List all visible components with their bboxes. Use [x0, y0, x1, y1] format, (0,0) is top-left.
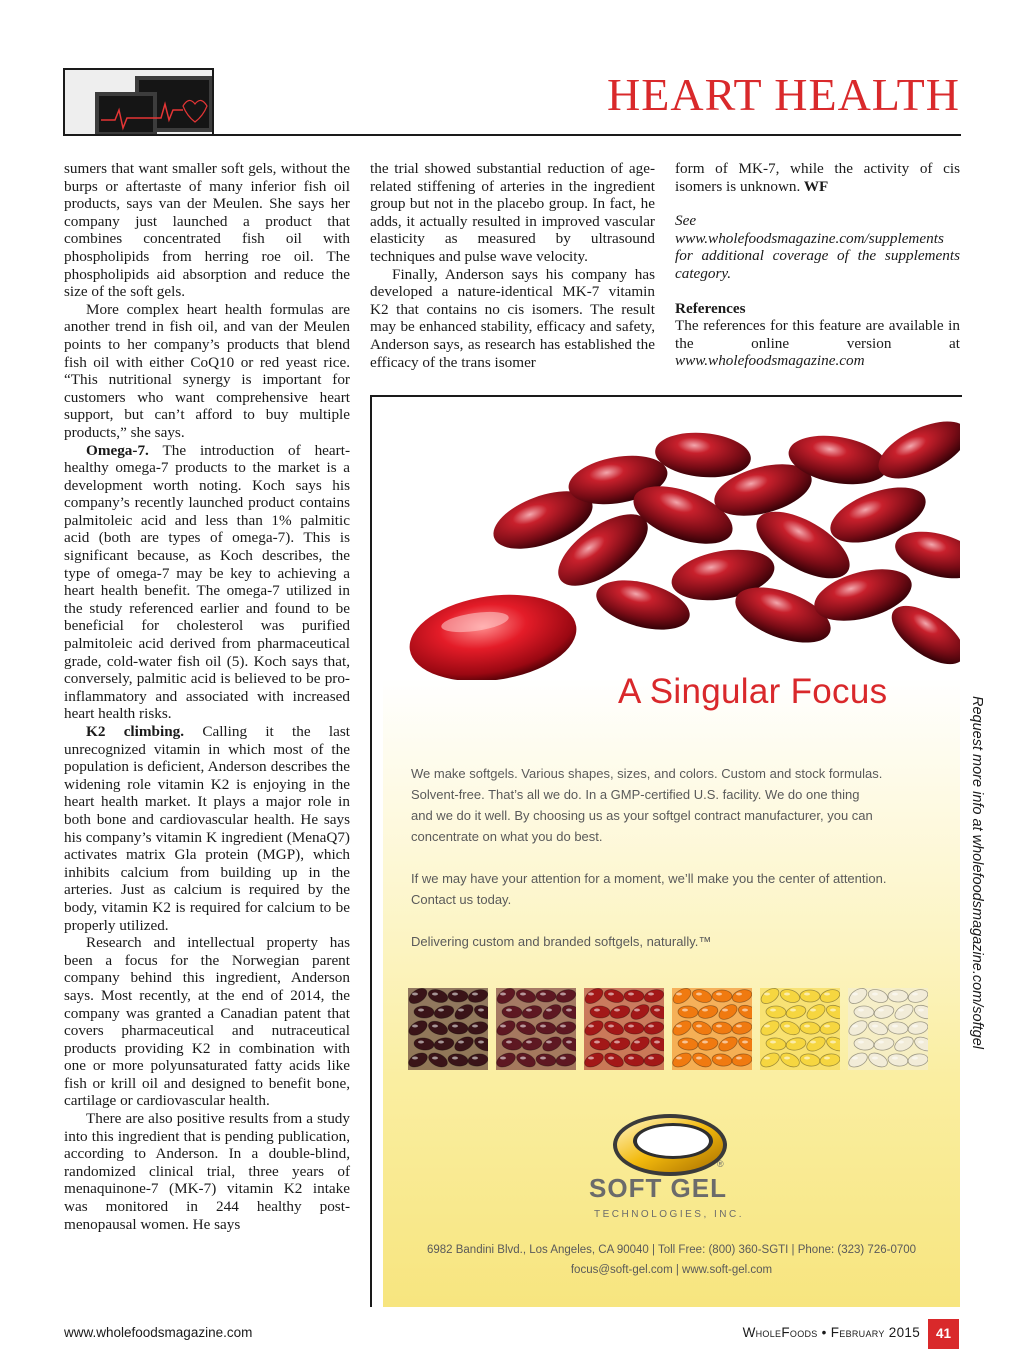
paragraph	[675, 160, 960, 195]
softgel-swatch-dark-brown	[408, 988, 488, 1070]
softgel-swatch-yellow	[760, 988, 840, 1070]
ad-headline: A Singular Focus	[618, 672, 888, 711]
ad-body-2	[411, 868, 931, 910]
paragraph	[64, 723, 350, 934]
softgel-swatch-orange	[672, 988, 752, 1070]
heart-monitor-icon	[65, 70, 214, 136]
ad-tagline: Delivering custom and branded softgels, naturally.™	[411, 934, 712, 949]
soft-gel-logo-icon	[610, 1110, 730, 1180]
section-title: HEART HEALTH	[607, 69, 960, 120]
softgel-advertisement[interactable]	[383, 410, 960, 1307]
subheading-omega-7: Omega-7.	[86, 441, 149, 459]
footer-website[interactable]: www.wholefoodsmagazine.com	[64, 1325, 253, 1340]
paragraph-text: Calling it the last unrecognized vitamin in which most of the population is deficient, Anderson describes the widening role vitamin K2 is enjoying in the heart health market. It plays a major role in both bone and cardiovascular health. He says his company’s vitamin K ingredient (MenaQ7) activates matrix Gla protein (MGP), which inhibits calcium from building up in the arteries. Just as calcium is required by the body, vitamin K2 is required for calcium to be properly utilized.	[64, 723, 350, 934]
paragraph-text: form of MK-7, while the activity of cis isomers is unknown.	[675, 160, 960, 195]
ad-border-top	[370, 395, 962, 397]
softgel-swatch-red	[584, 988, 664, 1070]
brand-name: SOFT GEL	[589, 1173, 727, 1203]
header-rule	[63, 134, 961, 136]
paragraph	[64, 442, 350, 724]
ad-border-left	[370, 395, 372, 1307]
see-also-note: See www.wholefoodsmagazine.com/supplements for additional coverage of the supplements category.	[675, 212, 960, 282]
paragraph: Research and intellectual property has been a focus for the Norwegian parent company behind this ingredient, Anderson says. Most recently, at the end of 2014, the company was granted a Canadian patent that covers pharmaceutical and nutraceutical products providing K2 in combination with one or more polyunsaturated fatty acids like fish or krill oil and designed to benefit bone, cartilage or cardiovascular health.	[64, 934, 350, 1110]
softgel-capsules-image	[383, 410, 960, 680]
references-text	[675, 317, 960, 370]
article-column-1	[64, 160, 350, 1233]
softgel-swatch-white	[848, 988, 928, 1070]
references-body: The references for this feature are available in the online version at	[675, 317, 960, 352]
ad-body-line: Contact us today.	[411, 892, 512, 907]
registered-mark: ®	[717, 1159, 724, 1169]
references-heading: References	[675, 299, 746, 317]
paragraph: There are also positive results from a study into this ingredient that is pending publication, according to Anderson. In a double-blind, randomized clinical trial, three years of menaquinone-7 (MK-7) vitamin K2 intake was monitored in 244 healthy post-menopausal women. He says	[64, 1110, 350, 1233]
end-mark: WF	[800, 177, 829, 195]
paragraph: Finally, Anderson says his company has developed a nature-identical MK-7 vitamin K2 that contains no cis isomers. The result may be enhanced stability, efficacy and safety, Anderson says, as research has established the efficacy of the trans isomer	[370, 265, 655, 371]
ad-body-line: concentrate on what you do best.	[411, 829, 603, 844]
ad-body-line: If we may have your attention for a moment, we’ll make you the center of attention.	[411, 871, 887, 886]
page-number: 41	[928, 1319, 959, 1349]
ad-body-line: We make softgels. Various shapes, sizes, and colors. Custom and stock formulas.	[411, 766, 883, 781]
article-column-2	[370, 160, 655, 371]
request-info-text[interactable]: Request more info at wholefoodsmagazine.com/softgel	[969, 696, 985, 1050]
ad-body-line: and we do it well. By choosing us as your softgel contract manufacturer, you can	[411, 808, 873, 823]
request-info-sidebar[interactable]	[965, 696, 985, 1050]
paragraph: sumers that want smaller soft gels, without the burps or aftertaste of many inferior fish oil products, says van der Meulen. She says her company just launched a product that combines concentrated fish oil with phospholipids from herring roe oil. The phospholipids aid absorption and reduce the size of the soft gels.	[64, 160, 350, 301]
ad-body-1	[411, 763, 931, 847]
ad-address: 6982 Bandini Blvd., Los Angeles, CA 90040 | Toll Free: (800) 360-SGTI | Phone: (323) 726-0700	[426, 1244, 917, 1256]
paragraph-text: The introduction of heart-healthy omega-7 products to the market is a development worth noting. Koch says his company’s recently launched product contains palmitoleic acid and less than 1% palmitic acid (both are types of omega-7). This is significant because, as Koch describes, the type of omega-7 may be key to achieving a heart health benefit. The omega-7 utilized in the study referenced earlier and found to be beneficial for cholesterol was purified palmitoleic acid derived from pharmaceutical grade, cold-water fish oil (5). Koch says that, conversely, palmitic acid is believed to be pro-inflammatory and associated with increased heart health risks.	[64, 441, 350, 723]
header-illustration	[63, 68, 214, 136]
brand-subtitle: TECHNOLOGIES, INC.	[593, 1209, 744, 1220]
footer-magazine-issue: WholeFoods • February 2015	[742, 1325, 920, 1340]
softgel-swatch-burgundy	[496, 988, 576, 1070]
ad-body-line: Solvent-free. That’s all we do. In a GMP-certified U.S. facility. We do one thing	[411, 787, 860, 802]
subheading-k2-climbing: K2 climbing.	[86, 723, 185, 740]
paragraph: the trial showed substantial reduction of age-related stiffening of arteries in the ingredient group but not in the placebo group. In fact, he adds, it actually resulted in improved vascular elasticity as measured by ultrasound techniques and pulse wave velocity.	[370, 160, 655, 265]
references-link[interactable]: www.wholefoodsmagazine.com	[675, 352, 865, 370]
article-column-3	[675, 160, 960, 370]
paragraph: More complex heart health formulas are another trend in fish oil, and van der Meulen points to her company’s products that blend fish oil with either CoQ10 or red yeast rice. “This nutritional synergy is important for customers who want comprehensive heart support, but can’t afford to buy multiple products,” she says.	[64, 300, 350, 441]
ad-email-website[interactable]: focus@soft-gel.com | www.soft-gel.com	[570, 1264, 773, 1276]
